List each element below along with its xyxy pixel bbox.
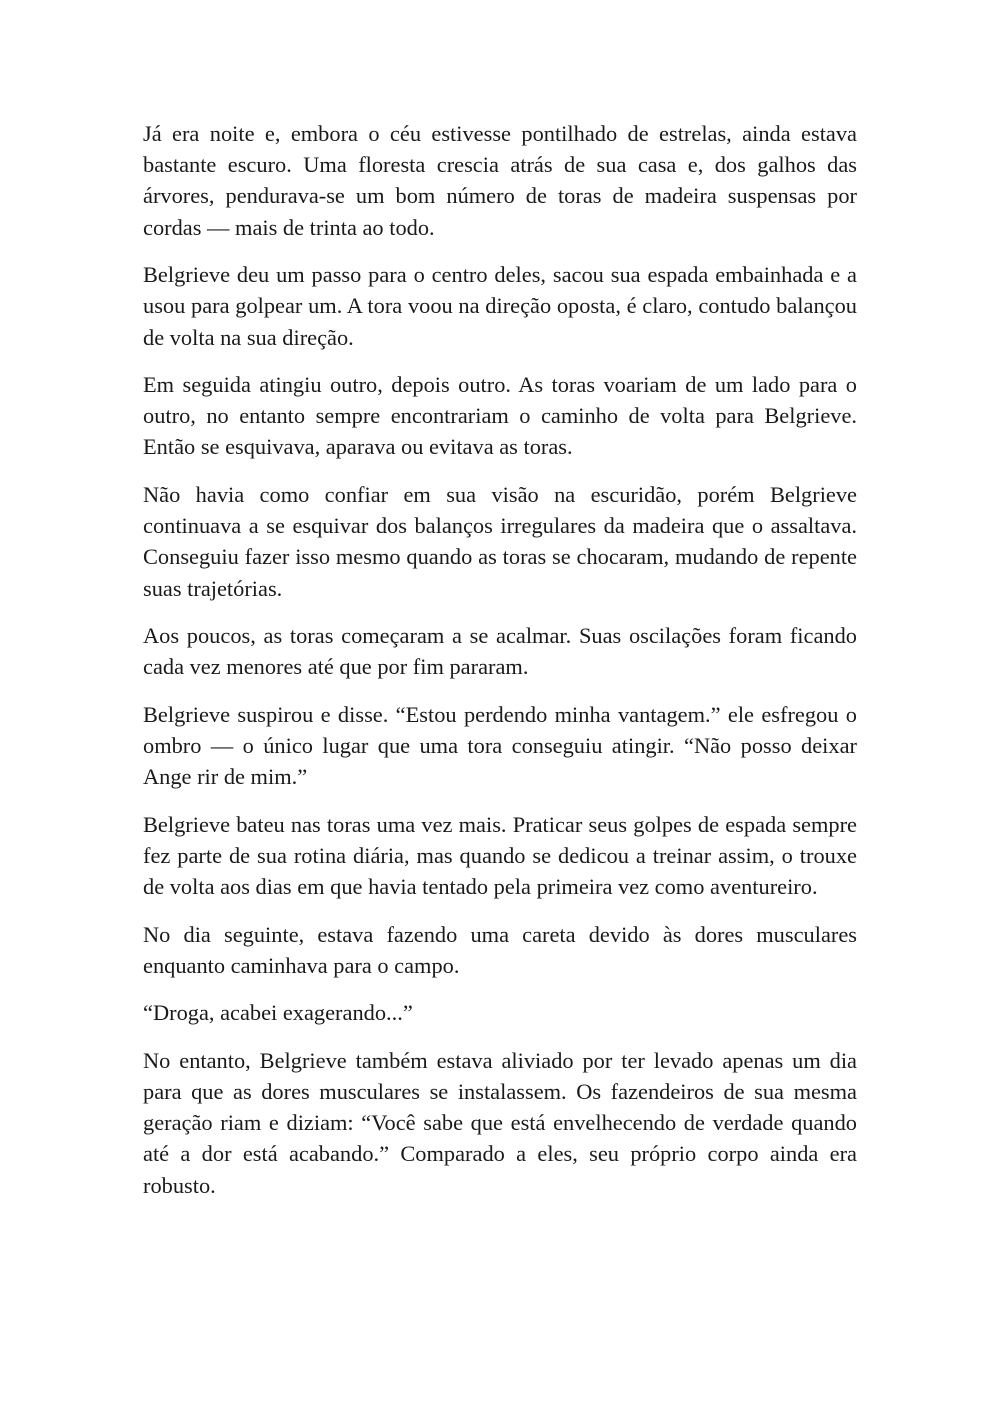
paragraph: Já era noite e, embora o céu estivesse pontilhado de estrelas, ainda estava bastante escuro. Uma floresta crescia atrás de sua casa e, dos galhos das árvores, pendurava-se um bom número de toras de madeira suspensas por cordas — mais de trinta ao todo. xyxy=(143,121,857,240)
paragraph: No entanto, Belgrieve também estava aliviado por ter levado apenas um dia para que as dores musculares se instalassem. Os fazendeiros de sua mesma geração riam e diziam: “Você sabe que está envelhecendo de verdade quando até a dor está acabando.” Comparado a eles, seu próprio corpo ainda era robusto. xyxy=(143,1047,857,1198)
paragraph: Belgrieve bateu nas toras uma vez mais. Praticar seus golpes de espada sempre fez parte de sua rotina diária, mas quando se dedicou a treinar assim, o trouxe de volta aos dias em que havia tentado pela primeira vez como aventureiro. xyxy=(143,811,857,900)
text-body xyxy=(143,118,857,1217)
paragraph: Belgrieve suspirou e disse. “Estou perdendo minha vantagem.” ele esfregou o ombro — o único lugar que uma tora conseguiu atingir. “Não posso deixar Ange rir de mim.” xyxy=(143,701,857,790)
paragraph: No dia seguinte, estava fazendo uma careta devido às dores musculares enquanto caminhava para o campo. xyxy=(143,921,857,978)
paragraph: Belgrieve deu um passo para o centro deles, sacou sua espada embainhada e a usou para golpear um. A tora voou na direção oposta, é claro, contudo balançou de volta na sua direção. xyxy=(143,262,857,350)
paragraph: “Droga, acabei exagerando...” xyxy=(143,1000,413,1026)
paragraph: Aos poucos, as toras começaram a se acalmar. Suas oscilações foram ficando cada vez menores até que por fim pararam. xyxy=(143,623,857,680)
paragraph: Em seguida atingiu outro, depois outro. As toras voariam de um lado para o outro, no entanto sempre encontrariam o caminho de volta para Belgrieve. Então se esquivava, aparava ou evitava as toras. xyxy=(143,372,857,460)
paragraph: Não havia como confiar em sua visão na escuridão, porém Belgrieve continuava a se esquivar dos balanços irregulares da madeira que o assaltava. Conseguiu fazer isso mesmo quando as toras se chocaram, mudando de repente suas trajetórias. xyxy=(143,481,857,601)
